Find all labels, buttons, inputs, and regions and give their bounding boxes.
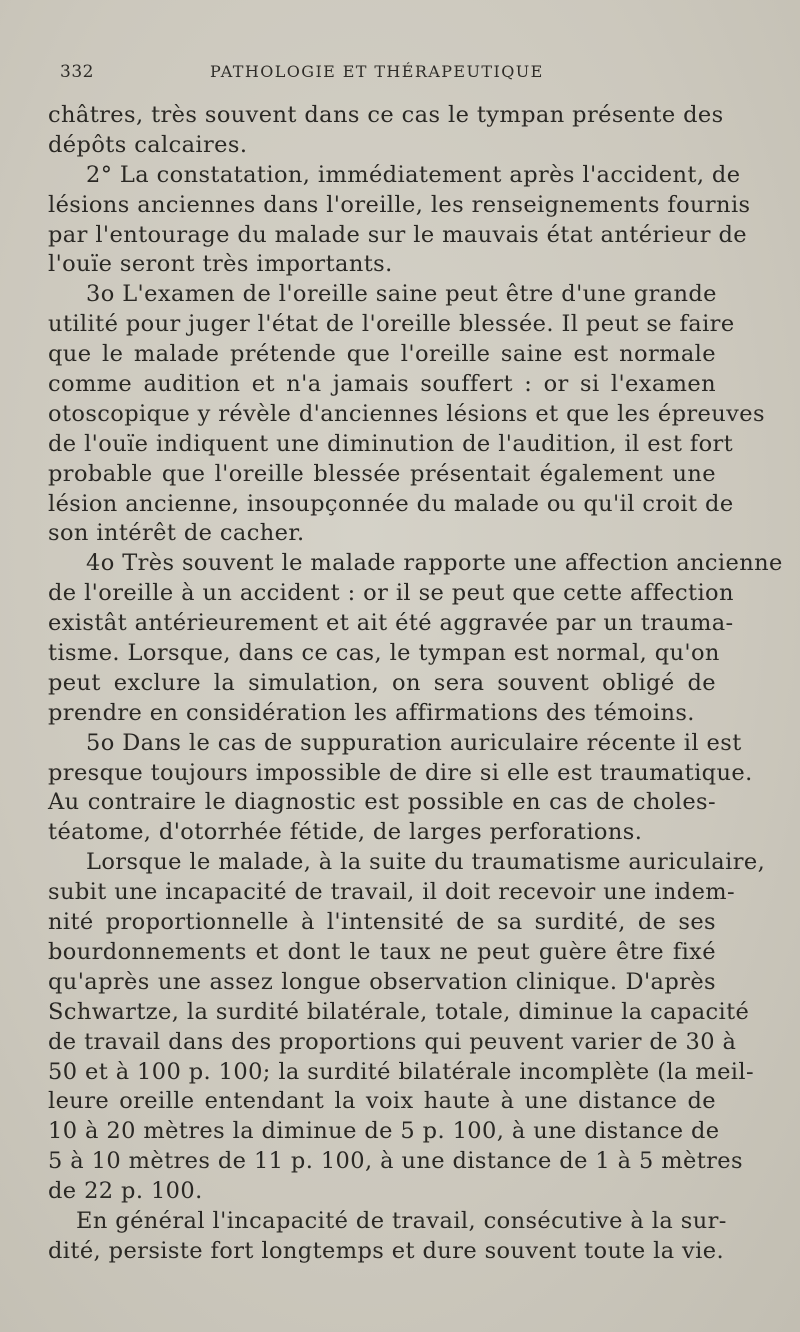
text-line: Au contraire le diagnostic est possible en cas de choles- [48, 789, 716, 816]
text-line: l'ouïe seront très importants. [48, 251, 393, 278]
text-line: de travail dans des proportions qui peuvent varier de 30 à [48, 1028, 737, 1055]
text-line: châtres, très souvent dans ce cas le tympan présente des [48, 102, 724, 128]
text-line: lésions anciennes dans l'oreille, les renseignements fournis [48, 191, 751, 218]
text-line: Schwartze, la surdité bilatérale, totale, diminue la capacité [48, 998, 750, 1025]
running-title: PATHOLOGIE ET THÉRAPEUTIQUE [210, 62, 544, 81]
body-text [48, 101, 783, 1267]
text-line: bourdonnements et dont le taux ne peut guère être fixé [48, 938, 716, 965]
text-line: par l'entourage du malade sur le mauvais état antérieur de [48, 221, 747, 248]
text-line: que le malade prétende que l'oreille saine est normale [48, 341, 716, 368]
text-line: nité proportionnelle à l'intensité de sa surdité, de ses [48, 909, 716, 936]
text-line: de 22 p. 100. [48, 1178, 203, 1205]
text-line: 50 et à 100 p. 100; la surdité bilatérale incomplète (la meil- [48, 1058, 754, 1085]
text-line: son intérêt de cacher. [48, 520, 305, 547]
text-line: comme audition et n'a jamais souffert : or si l'examen [48, 371, 716, 398]
text-line: En général l'incapacité de travail, consécutive à la sur- [76, 1207, 727, 1234]
text-line: lésion ancienne, insoupçonnée du malade ou qu'il croit de [48, 490, 734, 517]
text-line: subit une incapacité de travail, il doit recevoir une indem- [48, 879, 736, 906]
text-line: peut exclure la simulation, on sera souvent obligé de [48, 669, 716, 696]
text-line: téatome, d'otorrhée fétide, de larges perforations. [48, 819, 643, 846]
text-line: prendre en considération les affirmations des témoins. [48, 699, 695, 726]
text-line: 5o Dans le cas de suppuration auriculaire récente il est [86, 729, 742, 756]
text-line: dépôts calcaires. [48, 131, 248, 158]
text-line: otoscopique y révèle d'anciennes lésions et que les épreuves [48, 400, 765, 427]
text-line: de l'oreille à un accident : or il se peut que cette affection [48, 580, 734, 607]
text-line: qu'après une assez longue observation clinique. D'après [48, 968, 716, 995]
text-line: probable que l'oreille blessée présentait également une [48, 460, 716, 487]
text-line: Lorsque le malade, à la suite du traumatisme auriculaire, [86, 849, 766, 876]
text-line: dité, persiste fort longtemps et dure souvent toute la vie. [48, 1237, 725, 1264]
text-line: 10 à 20 mètres la diminue de 5 p. 100, à une distance de [48, 1118, 720, 1145]
page-header [60, 62, 720, 88]
text-line: existât antérieurement et ait été aggravée par un trauma- [48, 610, 734, 637]
text-line: 2° La constatation, immédiatement après l'accident, de [86, 161, 741, 188]
text-line: utilité pour juger l'état de l'oreille blessée. Il peut se faire [48, 311, 735, 338]
text-line: tisme. Lorsque, dans ce cas, le tympan est normal, qu'on [48, 640, 720, 667]
text-line: 3o L'examen de l'oreille saine peut être d'une grande [86, 281, 717, 308]
text-line: presque toujours impossible de dire si elle est traumatique. [48, 759, 753, 786]
text-line: leure oreille entendant la voix haute à une distance de [48, 1088, 716, 1115]
text-line: de l'ouïe indiquent une diminution de l'audition, il est fort [48, 430, 734, 457]
page-number: 332 [60, 62, 94, 82]
text-line: 4o Très souvent le malade rapporte une affection ancienne [86, 550, 783, 577]
text-line: 5 à 10 mètres de 11 p. 100, à une distance de 1 à 5 mètres [48, 1148, 743, 1175]
